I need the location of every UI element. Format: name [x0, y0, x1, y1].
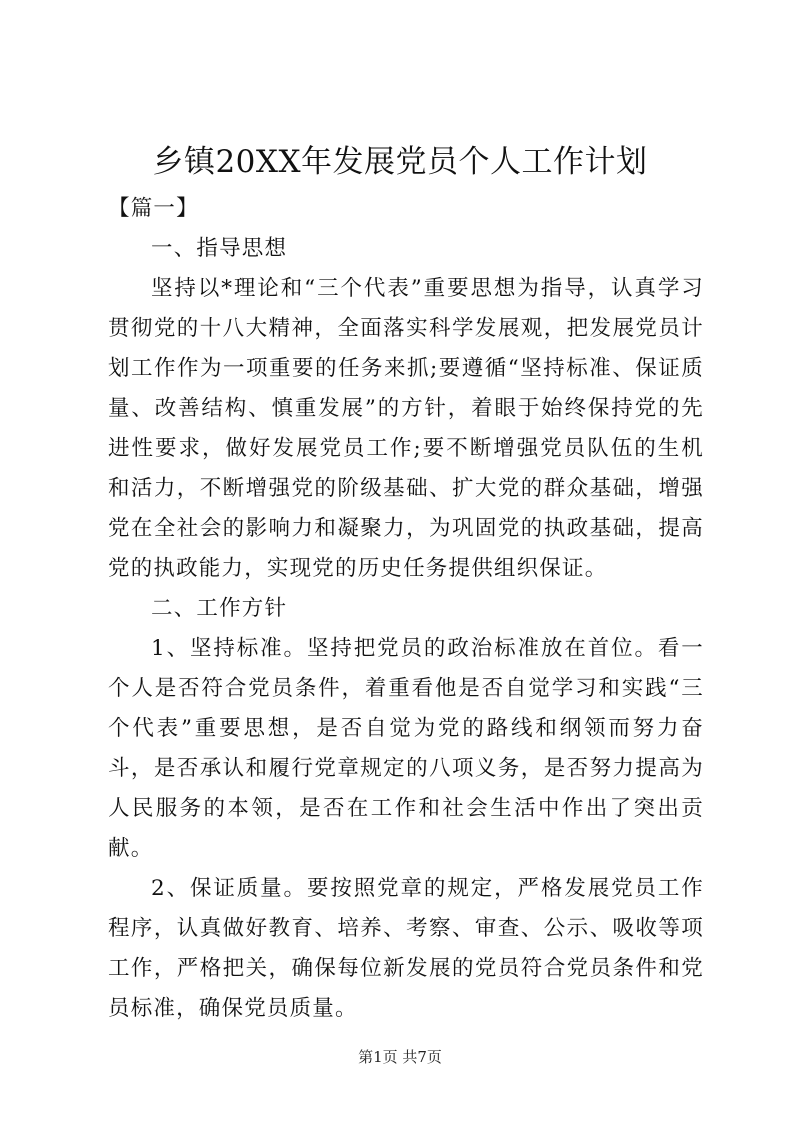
paragraph-ensure-quality: 2、保证质量。要按照党章的规定，严格发展党员工作程序，认真做好教育、培养、考察、审查、公示、吸收等项工作，严格把关，确保每位新发展的党员符合党员条件和党员标准，确保党员质量。: [108, 876, 704, 1021]
section-marker: 【篇一】: [108, 196, 199, 221]
document-body: [108, 189, 704, 1029]
paragraph-adhere-standard: 1、坚持标准。坚持把党员的政治标准放在首位。看一个人是否符合党员条件，着重看他是否自觉学习和实践“三个代表”重要思想，是否自觉为党的路线和纲领而努力奋斗，是否承认和履行党章规定的八项义务，是否努力提高为人民服务的本领，是否在工作和社会生活中作出了突出贡献。: [108, 636, 704, 861]
paragraph-guiding-ideology: 坚持以*理论和“三个代表”重要思想为指导，认真学习贯彻党的十八大精神，全面落实科学发展观，把发展党员计划工作作为一项重要的任务来抓;要遵循“坚持标准、保证质量、改善结构、慎重发展”的方针，着眼于始终保持党的先进性要求，做好发展党员工作;要不断增强党员队伍的生机和活力，不断增强党的阶级基础、扩大党的群众基础，增强党在全社会的影响力和凝聚力，为巩固党的执政基础，提高党的执政能力，实现党的历史任务提供组织保证。: [108, 276, 704, 581]
document-title: 乡镇20XX年发展党员个人工作计划: [152, 144, 648, 180]
heading-guiding-ideology: 一、指导思想: [151, 236, 288, 261]
page-number-footer: 第1页 共7页: [358, 1048, 442, 1066]
heading-work-policy: 二、工作方针: [151, 596, 288, 621]
